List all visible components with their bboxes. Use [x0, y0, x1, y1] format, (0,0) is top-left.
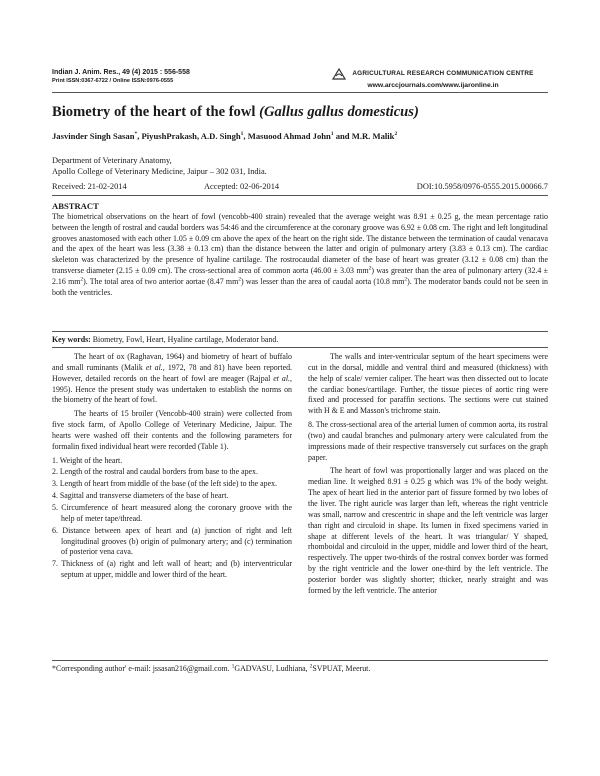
- keywords-label: Key words:: [52, 335, 91, 344]
- author-name: PiyushPrakash: [141, 131, 197, 141]
- footnote: [52, 664, 548, 674]
- keywords-bottom-divider: [52, 347, 548, 348]
- paragraph-part: et al.,: [145, 362, 165, 372]
- author-mark: 1: [240, 131, 244, 138]
- list-item: 3. Length of heart from middle of the base (of the left side) to the apex.: [52, 479, 278, 489]
- list-item: 4. Sagittal and transverse diameters of the base of heart.: [52, 491, 229, 501]
- abstract-part: ) was lesser than the area of caudal aorta (10.8 mm: [240, 276, 405, 286]
- author-name: M.R. Malik: [351, 131, 395, 141]
- abstract-text: [52, 212, 548, 298]
- keywords: [52, 335, 548, 345]
- superscript: 2: [404, 276, 408, 283]
- header-divider: [52, 92, 548, 93]
- title-species: (Gallus gallus domesticus): [259, 104, 419, 120]
- list-item: 6. Distance between apex of heart and (a) junction of right and left longitudinal grooves (b) origin of pulmonary artery; and (c) termination of posterior vena cava.: [52, 525, 292, 557]
- author-separator: and: [333, 131, 352, 141]
- abstract-part: ) was greater than the area of pulmonary artery (32.4 ± 2.16 mm: [52, 265, 548, 286]
- author-mark: *: [134, 131, 138, 138]
- list-item: 2. Length of the rostral and caudal borders from base to the apex.: [52, 467, 258, 477]
- received-date: Received: 21-02-2014: [52, 182, 127, 191]
- parameter-list: [52, 456, 292, 581]
- abstract-part: ). The moderator bands could not be seen in both the ventricles.: [52, 276, 548, 297]
- body-column-left: [52, 352, 292, 582]
- journal-reference: Indian J. Anim. Res., 49 (4) 2015 : 556-558: [52, 69, 190, 76]
- superscript: 2: [80, 276, 84, 283]
- list-item: 5. Circumference of heart measured along the coronary groove with the help of meter tape/thread.: [52, 502, 292, 523]
- college: Apollo College of Veterinary Medicine, Jaipur – 302 031, India.: [52, 166, 267, 176]
- footnote-part: GADVASU, Ludhiana,: [234, 664, 310, 673]
- author-separator: ,: [243, 131, 248, 141]
- list-item: 7. Thickness of (a) right and left wall of heart; and (b) interventricular septum at upper, middle and lower third of the heart.: [52, 559, 292, 580]
- footnote-divider: [52, 660, 548, 661]
- paragraph-part: The heart of ox (Raghavan, 1964) and biometry of heart of buffalo and small ruminants (Malik: [52, 352, 292, 372]
- author-name: Jasvinder Singh Sasan: [52, 131, 135, 141]
- superscript: 2: [238, 276, 241, 283]
- abstract-top-divider: [52, 195, 548, 196]
- author-mark: 1: [330, 131, 334, 138]
- affiliation: [52, 156, 552, 177]
- author-list: [52, 131, 552, 142]
- paragraph: The walls and inter-ventricular septum of the heart specimens were cut in the dorsal, middle and ventral third and measured (thickness) with the help of scale/ vernier caliper. The heart was then dissected out to locate the cardiac bones/cartilage. Further, the tissue pieces of aortic ring were fixed and processed for paraffin sections. The sections were cut stained with H & E and Masson's trichrome stain.: [308, 352, 548, 416]
- department: Department of Veterinary Anatomy,: [52, 156, 172, 165]
- publisher-block: [318, 68, 548, 90]
- paragraph-part: 1972, 78 and 81) have been reported. However, detailed records on the heart of fowl are meager (Rajpal: [52, 362, 292, 383]
- body-column-right: [308, 352, 548, 600]
- paragraph: The heart of fowl was proportionally larger and was placed on the median line. It weighed 8.91 ± 0.25 g which was 1% of the body weight. The apex of heart lied in the anterior part of fissure formed by two lobes of the liver. The right auricle was larger than left, whereas the right ventricle was small, narrow and crescentric in shape and the left ventricle was larger than right and circuloid in shape. Its lumen in fixed specimens varied in shape at different levels of the heart. It was triangular/ Y shaped, rhomboidal and circuloid in the upper, middle and lower third of the heart, respectively. The upper two-thirds of the rostral convex border was formed by the right ventricle and the lower one-third by the left ventricle. The posterior border was slightly shorter; thicker, nearly straight and was formed by the left ventricle. The anterior: [308, 466, 548, 595]
- journal-header: [52, 68, 190, 86]
- accepted-date: Accepted: 02-06-2014: [204, 182, 280, 191]
- keywords-top-divider: [52, 331, 548, 332]
- publisher-name: AGRICULTURAL RESEARCH COMMUNICATION CENTRE: [352, 70, 534, 77]
- abstract-heading: ABSTRACT: [52, 201, 99, 211]
- paragraph: [52, 352, 292, 406]
- footnote-mark: 1: [231, 663, 235, 670]
- superscript: 2: [368, 265, 372, 272]
- footnote-part: SVPUAT, Meerut.: [312, 664, 371, 673]
- title-main: Biometry of the heart of the fowl: [52, 104, 260, 120]
- paragraph: 8. The cross-sectional area of the arterial lumen of common aorta, its rostral (two) and caudal branches and pulmonary artery were calculated from the impressions made of their respective transversely cut surfaces on the graph paper.: [308, 420, 548, 462]
- author-separator: ,: [196, 131, 201, 141]
- abstract-part: The biometrical observations on the heart of fowl (vencobb-400 strain) revealed that the average weight was 8.91 ± 0.25 g, the mean percentage ratio between the length of rostral and caudal borders was 54:46 and the circumference at the coronary groove was 6.92 ± 0.08 cm. The right and left longitudinal grooves anastomosed with each other 1.05 ± 0.09 cm above the apex of the heart on the right side. The distance between the termination of caudal venacava and the apex of the heart was less (3.38 ± 0.13 cm) than the distance between the latter and origin of pulmonary artery (3.83 ± 0.13 cm). The cardiac skeleton was characterized by the presence of hyaline cartilage. The rostrocaudal diameter of the base of heart was greater (3.12 ± 0.08 cm) than the transverse diameter (2.15 ± 0.09 cm). The cross-sectional area of common aorta (46.00 ± 3.03 mm: [52, 212, 548, 275]
- publisher-website[interactable]: www.arccjournals.com/www.ijaronline.in: [367, 82, 499, 89]
- author-separator: ,: [137, 131, 142, 141]
- paragraph-part: 1995). Hence the present study was undertaken to establish the norms on the biometry of the heart of fowl.: [52, 384, 292, 405]
- footnote-mark: 2: [309, 663, 313, 670]
- issn-line: Print ISSN:0367-6722 / Online ISSN:0976-0555: [52, 78, 174, 84]
- footnote-part: *Corresponding author' e-mail: jssasan216@gmail.com.: [52, 664, 232, 673]
- author-name: Masuood Ahmad John: [247, 131, 331, 141]
- paragraph-part: et al.,: [273, 373, 292, 383]
- author-mark: 2: [394, 131, 398, 138]
- article-title: [52, 103, 552, 121]
- keywords-text: Biometry, Fowl, Heart, Hyaline cartilage, Moderator band.: [90, 335, 279, 344]
- paragraph: The hearts of 15 broiler (Vencobb-400 strain) were collected from five stock farm, of Apollo College of Veterinary Medicine, Jaipur. The hearts were washed off their contents and the following parameters for formalin fixed individual heart were recorded (Table 1).: [52, 409, 292, 451]
- publisher-logo: [318, 68, 548, 80]
- list-item: 1. Weight of the heart.: [52, 455, 123, 465]
- doi[interactable]: DOI:10.5958/0976-0555.2015.00066.7: [416, 182, 548, 191]
- author-name: A.D. Singh: [200, 131, 241, 141]
- abstract-part: ). The total area of two anterior aortae (8.47 mm: [83, 276, 239, 286]
- arcc-logo-icon: [332, 68, 346, 80]
- dates-row: [52, 181, 548, 192]
